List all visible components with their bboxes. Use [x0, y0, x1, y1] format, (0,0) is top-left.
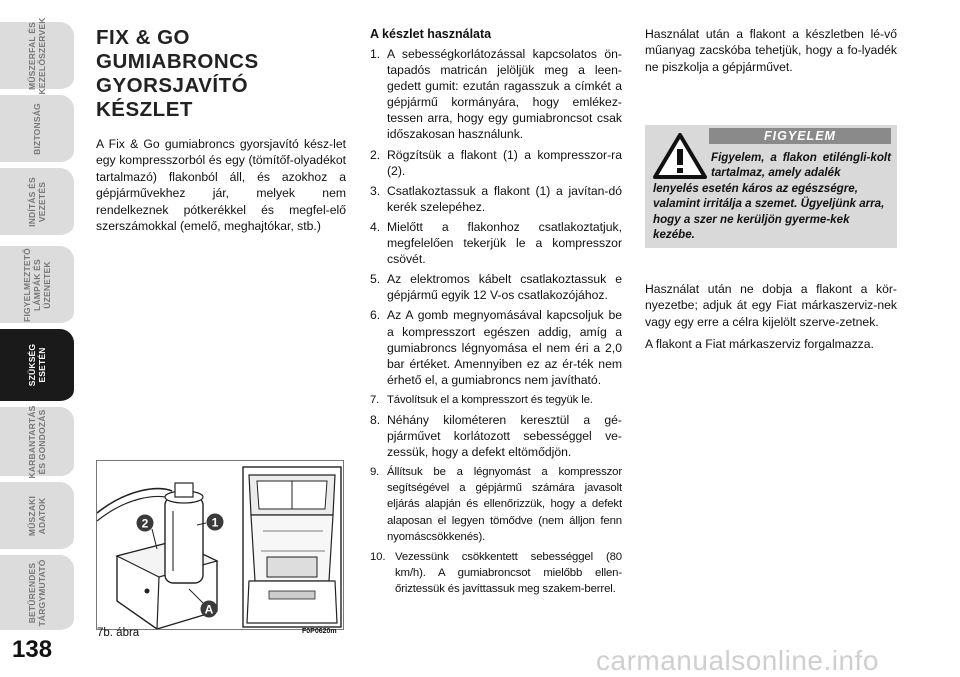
step-item [370, 464, 622, 544]
tab-szukseg-eseten[interactable] [0, 329, 74, 404]
column-usage [370, 26, 622, 601]
tab-betrendes[interactable] [0, 555, 74, 633]
title-line: GYORSJAVÍTÓ [96, 74, 249, 97]
tab-karbantartas[interactable] [0, 404, 74, 479]
step-text: Vezessünk csökkentett sebességgel (80 km/h). A gumiabroncsot mielőbb ellen-őriztessük és javíttassuk meg szakem-berrel. [395, 550, 622, 595]
step-item [370, 307, 622, 387]
step-number: 9. [370, 466, 380, 479]
step-item [370, 147, 622, 179]
figure-compressor-kit [96, 460, 344, 630]
step-number: 1. [370, 47, 381, 61]
tab-muszaki-adatok[interactable] [0, 482, 74, 552]
figure-caption: 7b. ábra [97, 627, 140, 639]
step-text: Az elektromos kábelt csatlakoztassuk e gépjármű egyik 12 V-os csatlakozójához. [387, 272, 622, 303]
tab-label: SZÜKSÉG ESETÉN [27, 343, 47, 387]
step-number: 7. [370, 393, 380, 406]
disposal-paragraph: Használat után ne dobja a flakont a kör-nyezetbe; adjuk át egy Fiat márkaszerviz-nek vagy egy erre a célra kijelölt szerve-zetnek. [645, 282, 897, 329]
chapter-tab-strip [0, 0, 74, 640]
warning-text-first: Figyelem, a flakon etiléngli-kolt tartalmaz, amely adalék [711, 151, 891, 180]
marker-a: A [204, 602, 214, 617]
intro-paragraph: A Fix & Go gumiabroncs gyorsjavító kész-let egy kompresszorból és egy (tömítőf-olyadékot tartalmazó) flakonból áll, és azokhoz a gépjárművekhez jár, melyek nem rendelkeznek pótkerékkel és megfel-elő szerszámokkal (emelő, meghajtókar, stb.) [96, 137, 346, 234]
tab-figyelmezteto[interactable] [0, 246, 74, 326]
tab-label: MŰSZERFAL ÉS KEZELŐSZERVEK [27, 16, 47, 95]
step-number: 3. [370, 183, 381, 198]
warning-heading: FIGYELEM [709, 128, 891, 144]
step-item [370, 183, 622, 215]
warning-text [653, 150, 891, 242]
step-item [370, 392, 622, 408]
step-text: Mielőtt a flakonhoz csatlakoztatjuk, megfelelően tekerjük le a kompresszor csövét. [387, 219, 622, 267]
warning-text-rest: lenyelés esetén káros az egészségre, valamint irritálja a szemet. Ügyeljünk arra, hogy a szer ne kerüljön gyerme-kek kezébe. [653, 181, 885, 242]
tab-label: FIGYELMEZTETŐ LÁMPÁK ÉS ÜZENETEK [22, 247, 52, 322]
step-number: 10. [370, 550, 386, 563]
tab-biztonsag[interactable] [0, 95, 74, 165]
step-item [370, 271, 622, 303]
step-item [370, 219, 622, 267]
tab-label: BETŰRENDES TÁRGYMUTATÓ [27, 558, 47, 627]
step-number: 5. [370, 272, 381, 287]
step-text: Csatlakoztassuk a flakont (1) a javítan-dó kerék szelepéhez. [387, 183, 622, 214]
step-text: Állítsuk be a légnyomást a kompresszor segítségével a gépjármű számára javasolt eljárás alapján és ellenőrizzük, hogy a defekt alaposan el legyen tömődve (nem álljon fenn nyomáscsökkenés). [387, 466, 622, 543]
figure-code: F0P0620m [302, 628, 337, 635]
title-line: GUMIABRONCS [96, 50, 259, 73]
column-intro [96, 26, 346, 234]
title-line: FIX & GO [96, 26, 190, 49]
usage-steps [370, 46, 622, 597]
tab-label: BIZTONSÁG [32, 102, 42, 155]
step-item [370, 46, 622, 143]
after-use-paragraph: Használat után a flakont a készletben lé-vő műanyag zacskóba tehetjük, hogy a fo-lyadék ne piszkolja a gépjárművet. [645, 27, 897, 74]
step-number: 2. [370, 147, 381, 162]
page-number: 138 [12, 636, 53, 663]
step-number: 8. [370, 412, 381, 427]
step-text: Távolítsuk el a kompresszort és tegyük le. [387, 393, 593, 406]
tab-label: INDÍTÁS ÉS VEZETÉS [27, 176, 47, 227]
tab-inditas[interactable] [0, 168, 74, 238]
step-text: Az A gomb megnyomásával kapcsoljuk be a kompresszort egészen addig, amíg a gumiabroncs légnyomása el nem éri a 2,0 bar értéket. Amennyiben ez az ér-ték nem érhető el, a gumiabroncs nem javítható. [387, 308, 622, 387]
tab-muszerfal[interactable] [0, 16, 74, 95]
title-line: KÉSZLET [96, 98, 193, 121]
step-item [370, 412, 622, 460]
column-disposal [645, 281, 897, 358]
step-number: 4. [370, 219, 381, 234]
tab-label: MŰSZAKI ADATOK [27, 495, 47, 536]
distribution-paragraph: A flakont a Fiat márkaszerviz forgalmazza. [645, 336, 874, 351]
watermark: carmanualsonline.info [596, 645, 879, 676]
section-title [96, 26, 346, 122]
step-text: A sebességkorlátozással kapcsolatos ön-tapadós matricán jelöljük meg a leen-gedett gumit: ezután ragasszuk a címkét a gépjármű kormányára, hogy emlékez-tessen arra, hogy egy gumiabroncsot csak időszakosan használunk. [387, 47, 622, 142]
column-after-use [645, 26, 897, 75]
marker-2: 2 [141, 516, 149, 531]
marker-1: 1 [211, 515, 219, 530]
compressor-illustration [97, 461, 344, 630]
usage-heading: A készlet használata [370, 27, 492, 41]
tab-label: KARBANTARTÁS ÉS GONDOZÁS [27, 404, 47, 479]
step-text: Rögzítsük a flakont (1) a kompresszor-ra (2). [387, 147, 622, 178]
step-number: 6. [370, 308, 381, 323]
step-text: Néhány kilométeren keresztül a gé-pjárművet korlátozott sebességgel ve-zessük, hogy a defekt eltömődjön. [387, 412, 622, 460]
step-item [370, 549, 622, 597]
warning-box [645, 125, 897, 248]
